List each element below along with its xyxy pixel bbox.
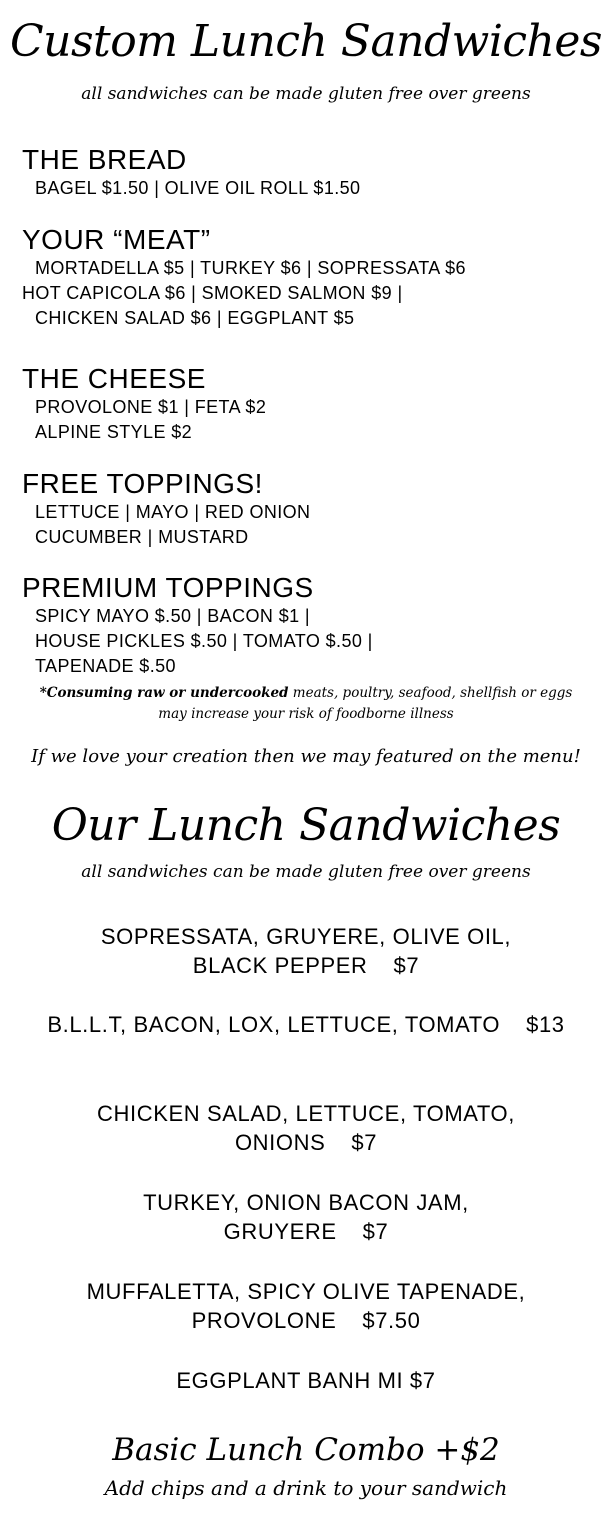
section-line: BAGEL $1.50 | OLIVE OIL ROLL $1.50: [35, 178, 361, 198]
item-name: ONIONS: [234, 1130, 326, 1155]
section-line: HOT CAPICOLA $6 | SMOKED SALMON $9 |: [22, 283, 403, 303]
our-sandwiches-subtitle: all sandwiches can be made gluten free over greens: [81, 862, 531, 882]
section-bread: [22, 144, 602, 201]
notice-text: meats, poultry, seafood, shellfish or eggs: [288, 685, 573, 701]
section-meat: [22, 224, 602, 331]
notice-line-2: may increase your risk of foodborne illness: [158, 706, 454, 722]
item-description: [0, 1010, 612, 1039]
item-description: TURKEY, ONION BACON JAM,: [143, 1190, 469, 1215]
menu-item: [0, 1010, 612, 1039]
menu-item: [0, 1188, 612, 1246]
item-description-line-2: [0, 1306, 612, 1335]
section-line: HOUSE PICKLES $.50 | TOMATO $.50 |: [35, 631, 373, 651]
notice-line-1: [0, 683, 612, 704]
menu-item: [0, 1277, 612, 1335]
menu-item: [0, 1366, 612, 1395]
custom-sandwiches-subtitle: all sandwiches can be made gluten free over greens: [81, 84, 531, 104]
item-description: MUFFALETTA, SPICY OLIVE TAPENADE,: [86, 1279, 526, 1304]
section-heading: PREMIUM TOPPINGS: [22, 572, 314, 603]
section-free-toppings: [22, 468, 602, 550]
section-line: PROVOLONE $1 | FETA $2: [35, 397, 267, 417]
item-description: CHICKEN SALAD, LETTUCE, TOMATO,: [97, 1101, 515, 1126]
featured-note: If we love your creation then we may featured on the menu!: [31, 746, 581, 767]
combo-subtitle: Add chips and a drink to your sandwich: [104, 1476, 508, 1500]
section-premium-toppings: [22, 572, 602, 679]
item-name: PROVOLONE: [191, 1308, 337, 1333]
item-price: $7.50: [362, 1308, 421, 1333]
food-safety-notice: [0, 683, 612, 725]
menu-item: [0, 922, 612, 980]
section-line: LETTUCE | MAYO | RED ONION: [35, 502, 311, 522]
item-price: $13: [526, 1012, 565, 1037]
combo-title: Basic Lunch Combo +$2: [112, 1432, 500, 1468]
item-price: $7: [351, 1130, 378, 1155]
section-heading: THE BREAD: [22, 144, 187, 175]
item-description-line-2: [0, 1217, 612, 1246]
item-name: B.L.L.T, BACON, LOX, LETTUCE, TOMATO: [47, 1012, 501, 1037]
section-line: MORTADELLA $5 | TURKEY $6 | SOPRESSATA $6: [35, 258, 466, 278]
item-name: GRUYERE: [223, 1219, 337, 1244]
our-sandwiches-title: Our Lunch Sandwiches: [51, 800, 561, 851]
section-cheese: [22, 363, 602, 445]
notice-bold-text: *Consuming raw or undercooked: [39, 685, 289, 701]
section-line: CUCUMBER | MUSTARD: [35, 527, 249, 547]
item-description: EGGPLANT BANH MI $7: [176, 1368, 436, 1393]
section-heading: FREE TOPPINGS!: [22, 468, 263, 499]
section-line: TAPENADE $.50: [35, 656, 176, 676]
item-price: $7: [393, 953, 420, 978]
item-description-line-2: [0, 1128, 612, 1157]
custom-sandwiches-title: Custom Lunch Sandwiches: [9, 16, 603, 67]
section-line: ALPINE STYLE $2: [35, 422, 193, 442]
item-description-line-2: [0, 951, 612, 980]
item-price: $7: [362, 1219, 389, 1244]
section-line: SPICY MAYO $.50 | BACON $1 |: [35, 606, 310, 626]
section-heading: YOUR “MEAT”: [22, 224, 211, 255]
item-name: BLACK PEPPER: [192, 953, 368, 978]
menu-item: [0, 1099, 612, 1157]
section-heading: THE CHEESE: [22, 363, 206, 394]
item-description: SOPRESSATA, GRUYERE, OLIVE OIL,: [100, 924, 512, 949]
section-line: CHICKEN SALAD $6 | EGGPLANT $5: [35, 308, 355, 328]
